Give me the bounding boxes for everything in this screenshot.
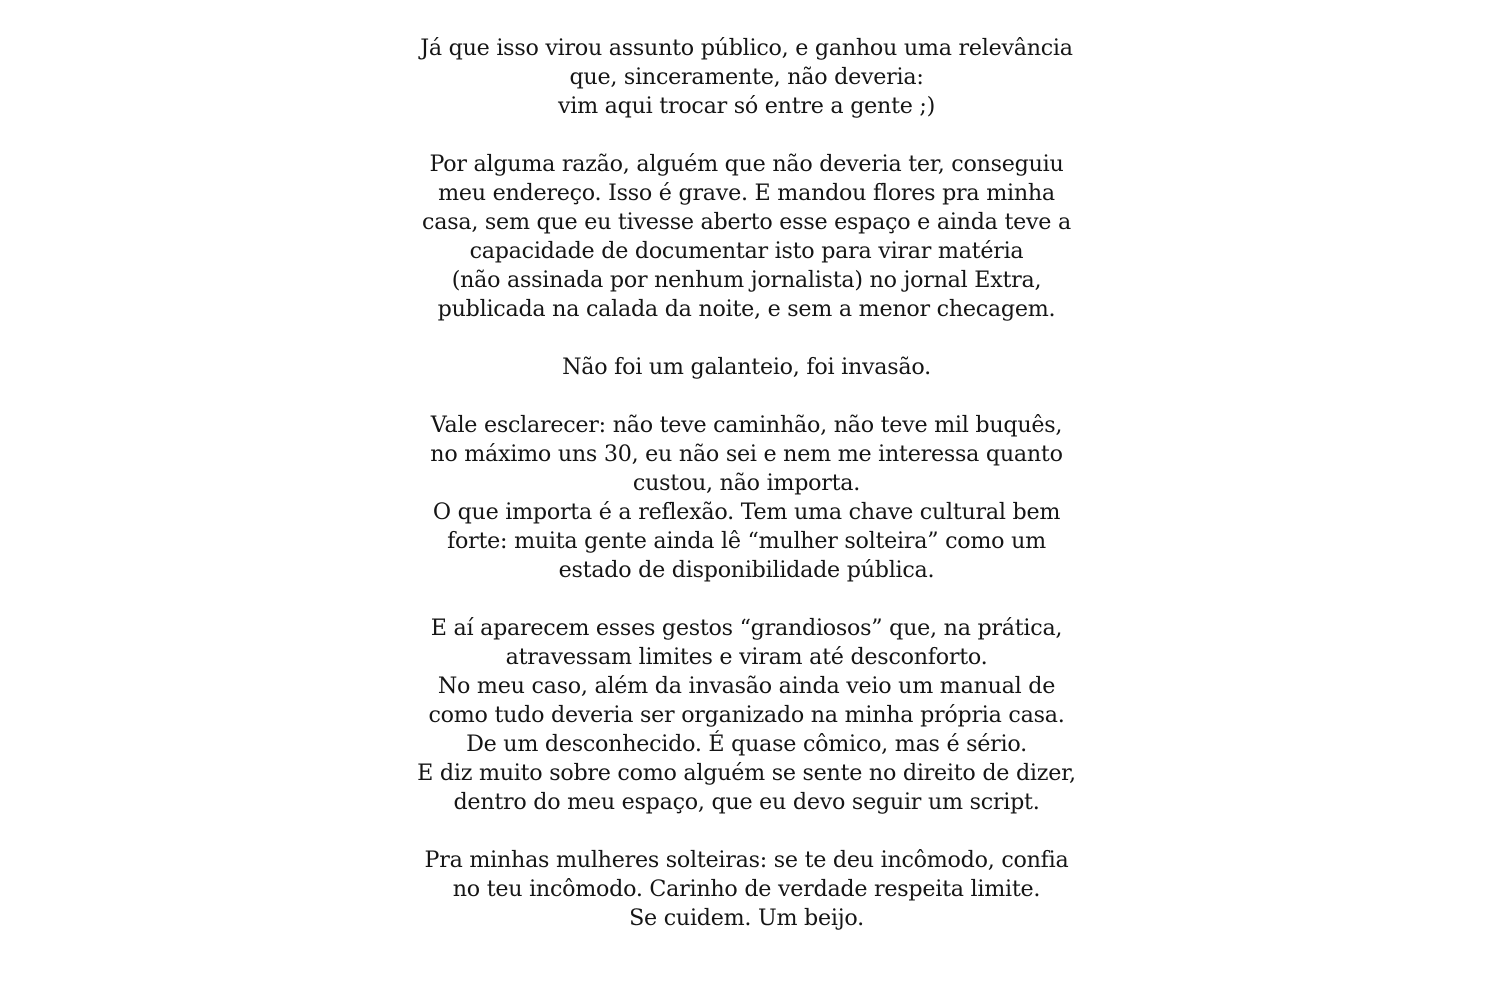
text-line: Não foi um galanteio, foi invasão. [562, 354, 931, 380]
text-line: vim aqui trocar só entre a gente ;) [557, 93, 936, 119]
text-line: no teu incômodo. Carinho de verdade respeita limite. [452, 876, 1041, 902]
text-line: publicada na calada da noite, e sem a menor checagem. [437, 296, 1056, 322]
text-line: meu endereço. Isso é grave. E mandou flores pra minha [438, 180, 1055, 206]
text-line: capacidade de documentar isto para virar matéria [469, 238, 1024, 264]
text-line: De um desconhecido. É quase cômico, mas é sério. [466, 731, 1027, 757]
paragraph-closing [0, 846, 1493, 933]
text-line: no máximo uns 30, eu não sei e nem me interessa quanto [430, 441, 1063, 467]
text-line: que, sinceramente, não deveria: [569, 64, 924, 90]
text-line: Pra minhas mulheres solteiras: se te deu incômodo, confia [424, 847, 1069, 873]
text-line: forte: muita gente ainda lê “mulher solteira” como um [447, 528, 1046, 554]
text-line: como tudo deveria ser organizado na minha própria casa. [428, 702, 1065, 728]
text-line: atravessam limites e viram até desconforto. [505, 644, 988, 670]
paragraph-invasion [0, 353, 1493, 382]
paragraph-flowers [0, 150, 1493, 324]
paragraph-clarification [0, 411, 1493, 585]
text-line: O que importa é a reflexão. Tem uma chave cultural bem [432, 499, 1061, 525]
text-line: casa, sem que eu tivesse aberto esse espaço e ainda teve a [422, 209, 1071, 235]
text-line: Se cuidem. Um beijo. [629, 905, 864, 931]
statement-text [0, 34, 1493, 933]
text-line: estado de disponibilidade pública. [558, 557, 935, 583]
text-line: E diz muito sobre como alguém se sente no direito de dizer, [417, 760, 1076, 786]
text-line: No meu caso, além da invasão ainda veio um manual de [437, 673, 1056, 699]
text-line: dentro do meu espaço, que eu devo seguir um script. [453, 789, 1040, 815]
paragraph-intro [0, 34, 1493, 121]
text-line: Por alguma razão, alguém que não deveria ter, conseguiu [429, 151, 1064, 177]
text-line: E aí aparecem esses gestos “grandiosos” que, na prática, [430, 615, 1063, 641]
text-line: (não assinada por nenhum jornalista) no jornal Extra, [451, 267, 1042, 293]
text-line: custou, não importa. [632, 470, 861, 496]
paragraph-gestures [0, 614, 1493, 817]
text-line: Vale esclarecer: não teve caminhão, não teve mil buquês, [430, 412, 1063, 438]
text-line: Já que isso virou assunto público, e ganhou uma relevância [420, 35, 1073, 61]
